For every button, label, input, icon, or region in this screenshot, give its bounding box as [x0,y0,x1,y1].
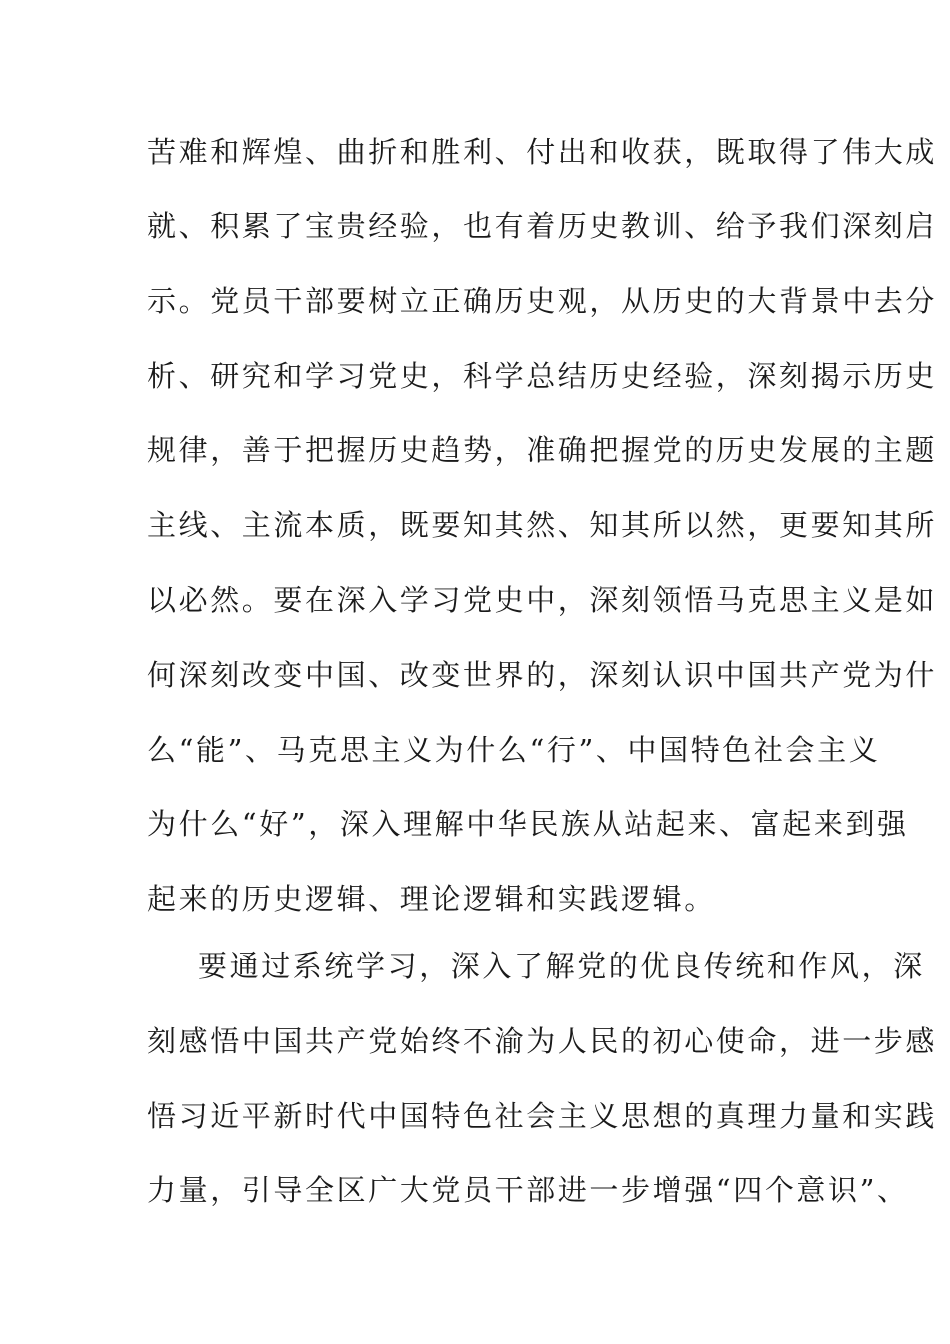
text-line: 析、研究和学习党史，科学总结历史经验，深刻揭示历史 [147,359,938,393]
text-line: 主线、主流本质，既要知其然、知其所以然，更要知其所 [147,508,938,542]
text-line: 起来的历史逻辑、理论逻辑和实践逻辑。 [147,882,716,916]
text-line: 就、积累了宝贵经验，也有着历史教训、给予我们深刻启 [147,209,938,243]
text-line: 刻感悟中国共产党始终不渝为人民的初心使命，进一步感 [147,1024,938,1058]
text-line: 何深刻改变中国、改变世界的，深刻认识中国共产党为什 [147,658,938,692]
text-line: 苦难和辉煌、曲折和胜利、付出和收获，既取得了伟大成 [147,135,938,169]
text-line: 以必然。要在深入学习党史中，深刻领悟马克思主义是如 [147,583,938,617]
text-line: 示。党员干部要树立正确历史观，从历史的大背景中去分 [147,284,938,318]
paragraph-first-line: 要通过系统学习，深入了解党的优良传统和作风，深 [198,949,925,983]
text-line: 悟习近平新时代中国特色社会主义思想的真理力量和实践 [147,1099,938,1133]
text-line: 么“能”、马克思主义为什么“行”、中国特色社会主义 [147,733,881,767]
text-line: 力量，引导全区广大党员干部进一步增强“四个意识”、 [147,1173,909,1207]
text-line: 为什么“好”，深入理解中华民族从站起来、富起来到强 [147,807,909,841]
text-line: 规律，善于把握历史趋势，准确把握党的历史发展的主题 [147,433,938,467]
